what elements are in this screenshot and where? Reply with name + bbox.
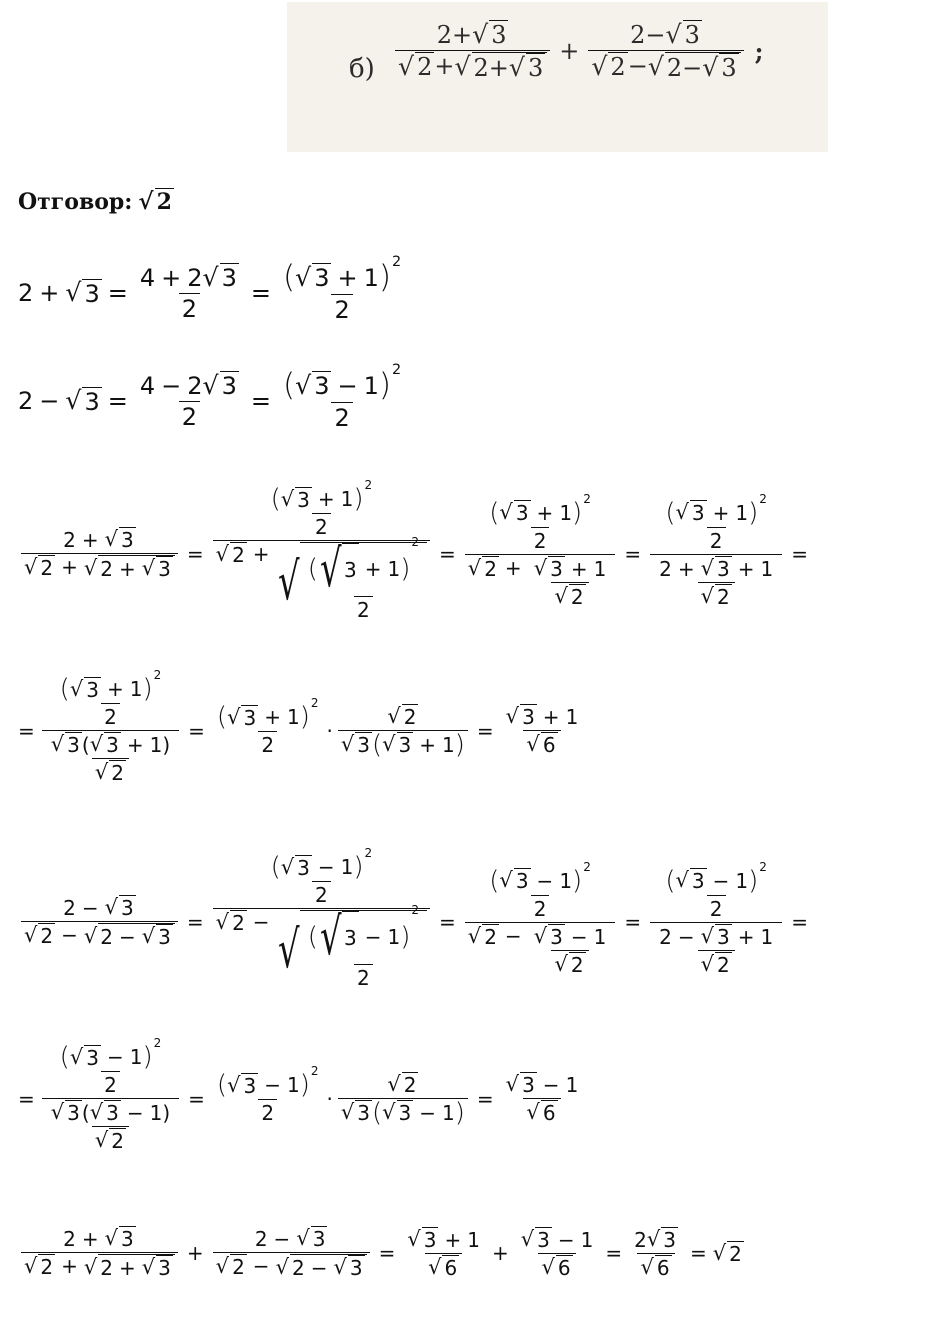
derivation-minus-2: = ( √ 3 − 1 ) 2 2 √ 3 ( √ 3 − 1 ) √ 2 = ( √ 3 − 1 ) 2 2 · √ 2 √ 3 ( √ 3 − 1 ) = √ 3 − 1 √ 6 — [18, 1036, 579, 1153]
derivation-plus-2: = ( √ 3 + 1 ) 2 2 √ 3 ( √ 3 + 1 ) √ 2 = ( √ 3 + 1 ) 2 2 · √ 2 √ 3 ( √ 3 + 1 ) = √ 3 + 1 √ 6 — [18, 668, 579, 785]
answer-value: √ 2 — [138, 187, 172, 215]
derivation-minus-1: 2 − √ 3 √ 2 − √ 2 − √ 3 = ( √ 3 − 1 ) 2 2 √ 2 − √ ( √ 3 − 1 ) 2 2 = ( √ 3 − 1 ) 2 2 √ 2 − √ 3 − 1 √ 2 = ( √ 3 − 1 ) 2 2 2 − √ 3 + 1 √ 2 = — [18, 854, 814, 990]
identity-minus: 2 − √ 3 = 4 − 2 √ 3 2 = ( √ 3 − 1 ) 2 2 — [18, 362, 402, 433]
answer-line — [18, 188, 174, 215]
identity-plus: 2 + √ 3 = 4 + 2 √ 3 2 = ( √ 3 + 1 ) 2 2 — [18, 254, 402, 325]
problem-image — [287, 2, 828, 152]
derivation-plus-1: 2 + √ 3 √ 2 + √ 2 + √ 3 = ( √ 3 + 1 ) 2 2 √ 2 + √ ( √ 3 + 1 ) 2 2 = ( √ 3 + 1 ) 2 2 √ 2 + √ 3 + 1 √ 2 = ( √ 3 + 1 ) 2 2 2 + √ 3 + 1 √ 2 = — [18, 486, 814, 622]
problem-expression: 2+ √ 3 √ 2 + √ 2+ √ 3 + 2− √ 3 √ 2 − √ 2− √ 3 ; — [392, 20, 763, 82]
final-sum: 2 + √ 3 √ 2 + √ 2 + √ 3 + 2 − √ 3 √ 2 − √ 2 − √ 3 = √ 3 + 1 √ 6 + √ 3 − 1 √ 6 = 2 √ 3 √ 6 = √ 2 — [18, 1226, 744, 1280]
problem-label: б) — [349, 54, 375, 84]
answer-label: Отговор: — [18, 188, 133, 215]
